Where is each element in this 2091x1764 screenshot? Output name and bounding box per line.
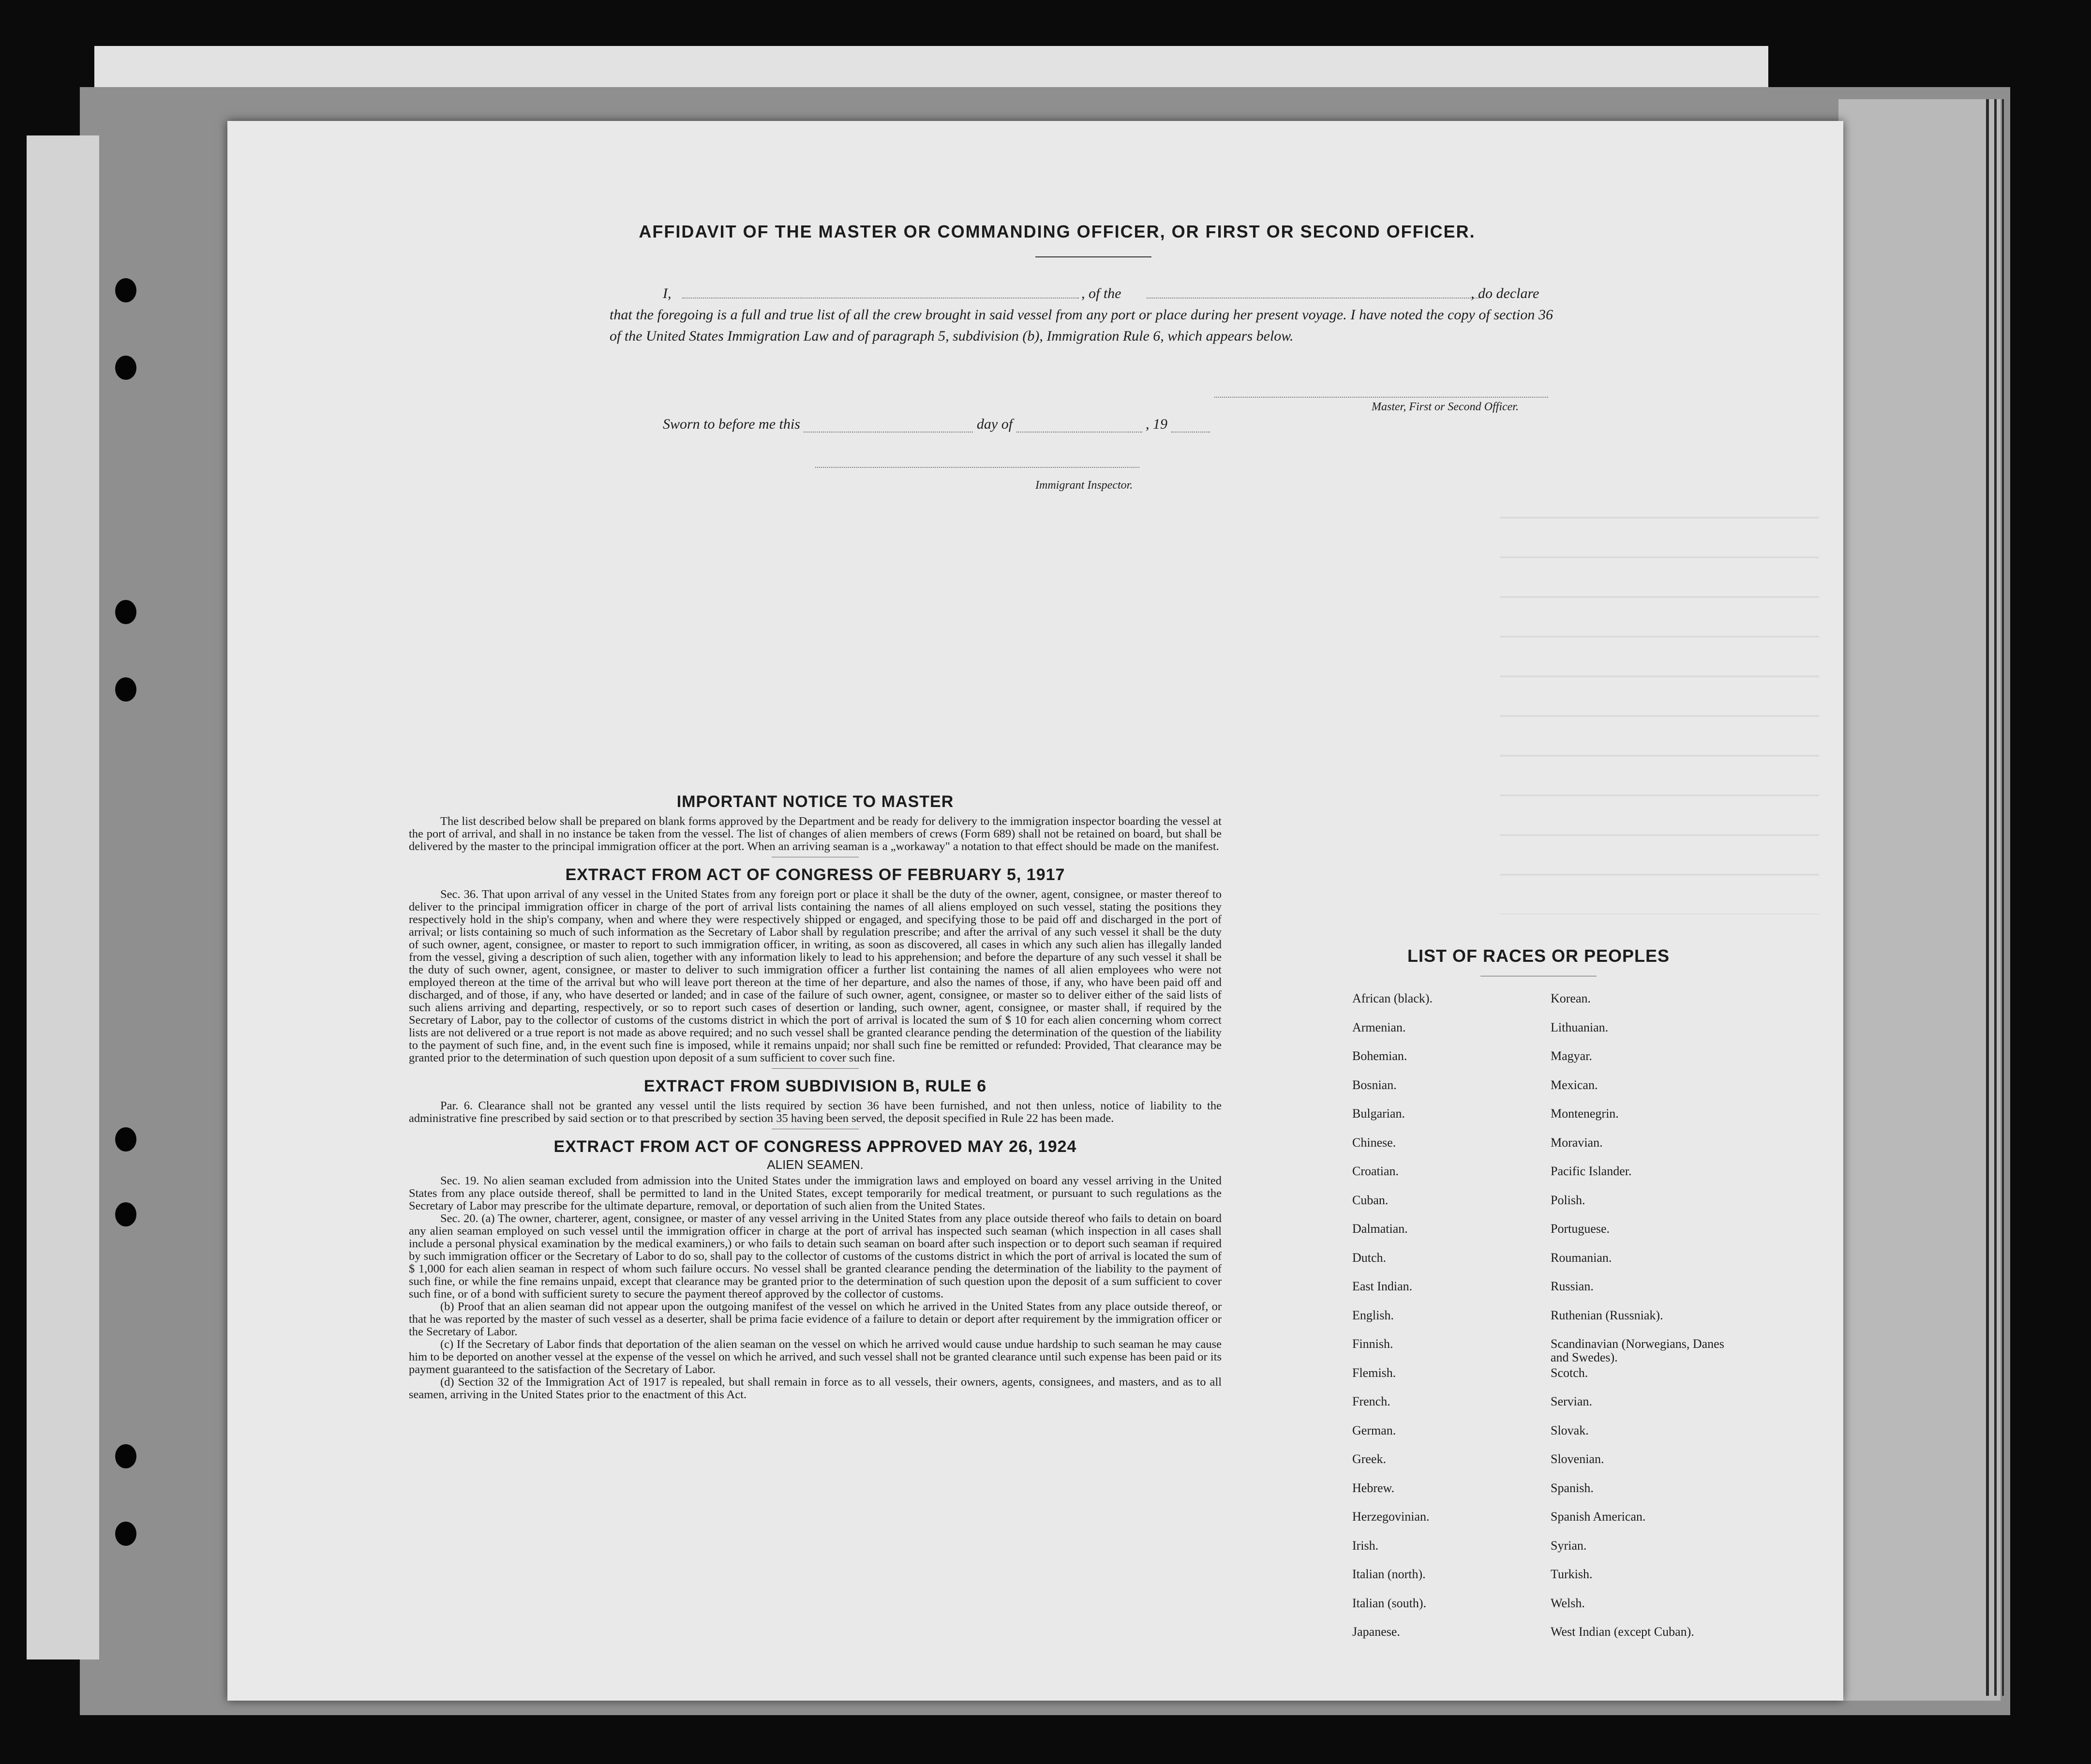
affidavit-body	[610, 283, 1553, 347]
bleed-through-lines	[1500, 479, 1819, 914]
race-item: Spanish American.	[1551, 1510, 1646, 1524]
vessel-field[interactable]	[1147, 283, 1480, 299]
races-left-column	[1352, 992, 1433, 1654]
race-item: Scandinavian (Norwegians, Danes and Swedes).	[1551, 1337, 1724, 1364]
affidavit-statement: that the foregoing is a full and true list of all the crew brought in said vessel from any port or place during her present voyage. I have noted the copy of section 36 of the United States Immigration Law and of paragraph 5, subdivision (b), Immigration Rule 6, which appears below.	[610, 307, 1553, 344]
title-rule	[1035, 256, 1151, 257]
rule-6-title: EXTRACT FROM SUBDIVISION B, RULE 6	[643, 1077, 987, 1095]
inspector-signature-line[interactable]	[815, 467, 1139, 468]
act-1924-sec20b: (b) Proof that an alien seaman did not appear upon the outgoing manifest of the vessel on which he arrived in the United States from any place outside thereof, or that he was reported by the master of such vessel as a deserter, shall be prima facie evidence of a failure to detain or deport after requirement by the immigration officer or the Secretary of Labor.	[409, 1300, 1222, 1338]
race-item: Pacific Islander.	[1551, 1164, 1632, 1178]
race-item: Dutch.	[1352, 1250, 1387, 1265]
binder-hole	[115, 278, 136, 302]
race-item: Dalmatian.	[1352, 1222, 1408, 1236]
race-item: Moravian.	[1551, 1135, 1603, 1150]
binder-hole	[115, 1202, 136, 1226]
race-item: Montenegrin.	[1551, 1106, 1619, 1121]
race-item: Korean.	[1551, 991, 1591, 1005]
race-item: Bosnian.	[1352, 1077, 1397, 1092]
race-item: Chinese.	[1352, 1135, 1396, 1150]
master-signature-line[interactable]	[1214, 397, 1548, 398]
race-item: Armenian.	[1352, 1020, 1406, 1034]
rule-6-text: Par. 6. Clearance shall not be granted any vessel until the lists required by section 36 have been furnished, and not then unless, notice of liability to the administrative fine prescribed by said section or to that prescribed by section 35 having been served, the deposit specified in Rule 22 has been made.	[409, 1099, 1222, 1125]
race-item: Spanish.	[1551, 1480, 1594, 1495]
race-item: French.	[1352, 1394, 1390, 1408]
race-item: Herzegovinian.	[1352, 1510, 1430, 1524]
race-item: Cuban.	[1352, 1193, 1389, 1207]
act-1924-sec20a: Sec. 20. (a) The owner, charterer, agent, consignee, or master of any vessel arriving in the United States from any place outside thereof who fails to detain on board any alien seaman employed on such vessel until the immigration officer in charge at the port of arrival has inspected such seaman (which inspection in all cases shall include a personal physical examination by the medical examiners,) or who fails to detain such seaman on board after such inspection or to deport such seaman if required by such immigration officer or the Secretary of Labor to do so, shall pay to the collector of customs of the customs district in which the port of arrival is located the sum of $ 1,000 for each alien seaman in respect of whom such failure occurs. No vessel shall be granted clearance pending the determination of the liability to the payment of such fine, or while the fine remains unpaid, except that clearance may be granted prior to the determination of such question upon the deposit of a sum sufficient to cover such fine, or of a bond with sufficient surety to secure the payment thereof approved by the collector of customs.	[409, 1212, 1222, 1301]
inspector-caption: Immigrant Inspector.	[1035, 479, 1133, 492]
sworn-label: Sworn to before me this	[663, 416, 800, 432]
act-1924-sec20c: (c) If the Secretary of Labor finds that deportation of the alien seaman on the vessel on which he arrived would cause undue hardship to such seaman he may cause him to be deported on another vessel at the expense of the vessel on which he arrived, and such vessel shall not be granted clearance until such expense has been paid or its payment guaranteed to the satisfaction of the Secretary of Labor.	[409, 1338, 1222, 1376]
race-item: Bohemian.	[1352, 1049, 1407, 1063]
race-item: Finnish.	[1352, 1337, 1393, 1351]
stack-edge	[1986, 99, 1989, 1696]
act-1924-title: EXTRACT FROM ACT OF CONGRESS APPROVED MAY 26, 1924	[553, 1137, 1077, 1156]
race-item: Flemish.	[1352, 1365, 1396, 1380]
races-right-column	[1551, 992, 1734, 1654]
race-item: Slovenian.	[1551, 1452, 1604, 1466]
sworn-month-field[interactable]	[1016, 417, 1142, 433]
race-item: German.	[1352, 1423, 1396, 1437]
race-item: East Indian.	[1352, 1279, 1413, 1293]
races-title: LIST OF RACES OR PEOPLES	[1407, 946, 1670, 966]
act-1924-subtitle: ALIEN SEAMEN.	[767, 1157, 864, 1172]
race-item: Slovak.	[1551, 1423, 1589, 1437]
notice-text: The list described below shall be prepared on blank forms approved by the Department and be ready for delivery to the immigration inspector boarding the vessel at the port of arrival, and shall in no instance be taken from the vessel. The list of changes of alien members of crews (Form 689) shall not be retained on board, but shall be delivered by the master to the principal immigration officer at the port. When an arriving seaman is a „workaway" a notation to that effect should be made on the manifest.	[409, 815, 1222, 853]
sworn-line	[663, 416, 1210, 433]
left-sheet	[27, 135, 99, 1659]
race-item: West Indian (except Cuban).	[1551, 1625, 1694, 1639]
race-item: Mexican.	[1551, 1077, 1598, 1092]
race-item: Syrian.	[1551, 1538, 1587, 1553]
stack-edge	[1994, 99, 1997, 1696]
act-1924-sec19: Sec. 19. No alien seaman excluded from admission into the United States under the immigration laws and employed on board any vessel arriving in the United States from any place outside thereof, shall be permitted to land in the United States, except temporarily for medical treatment, or pursuant to such regulations as the Secretary of Labor may prescribe for the ultimate departure, removal, or deportation of such alien from the United States.	[409, 1174, 1222, 1212]
race-item: Lithuanian.	[1551, 1020, 1609, 1034]
race-item: Italian (north).	[1352, 1567, 1426, 1581]
sworn-year-field[interactable]	[1171, 417, 1210, 433]
year-label: , 19	[1146, 416, 1168, 432]
binder-hole	[115, 600, 136, 624]
race-item: Turkish.	[1551, 1567, 1593, 1581]
notice-title: IMPORTANT NOTICE TO MASTER	[676, 792, 954, 811]
race-item: Polish.	[1551, 1193, 1585, 1207]
section-rule	[772, 1068, 859, 1069]
master-caption: Master, First or Second Officer.	[1372, 401, 1519, 413]
of-the-label: , of the	[1081, 285, 1121, 301]
sworn-date-field[interactable]	[804, 417, 973, 433]
race-item: African (black).	[1352, 991, 1433, 1005]
race-item: Hebrew.	[1352, 1480, 1395, 1495]
binder-hole	[115, 1127, 136, 1151]
affidavit-title: AFFIDAVIT OF THE MASTER OR COMMANDING OFFICER, OR FIRST OR SECOND OFFICER.	[639, 222, 1476, 241]
race-item: Portuguese.	[1551, 1222, 1610, 1236]
binder-hole	[115, 356, 136, 380]
declare-label: , do declare	[1471, 285, 1539, 301]
pronoun-label: I,	[663, 285, 672, 301]
binder-hole	[115, 1444, 136, 1468]
race-item: Welsh.	[1551, 1596, 1585, 1610]
race-item: Bulgarian.	[1352, 1106, 1405, 1121]
race-item: Scotch.	[1551, 1365, 1588, 1380]
race-item: English.	[1352, 1308, 1394, 1322]
race-item: Ruthenian (Russniak).	[1551, 1308, 1663, 1322]
race-item: Japanese.	[1352, 1625, 1400, 1639]
name-field[interactable]	[682, 283, 1079, 299]
stack-edge	[2002, 99, 2004, 1696]
legal-notices	[409, 791, 1222, 1401]
act-1924-sec20d: (d) Section 32 of the Immigration Act of 1917 is repealed, but shall remain in force as to all vessels, their owners, agents, consignees, and masters, and as to all seamen, arriving in the United States prior to the enactment of this Act.	[409, 1375, 1222, 1401]
right-page-stack	[1838, 99, 2001, 1701]
binder-hole	[115, 677, 136, 702]
binder-hole	[115, 1522, 136, 1546]
race-item: Russian.	[1551, 1279, 1594, 1293]
declaration-line	[610, 283, 1553, 304]
race-item: Magyar.	[1551, 1049, 1592, 1063]
race-item: Irish.	[1352, 1538, 1379, 1553]
day-of-label: day of	[976, 416, 1013, 432]
act-1917-title: EXTRACT FROM ACT OF CONGRESS OF FEBRUARY 5, 1917	[565, 866, 1065, 884]
race-item: Croatian.	[1352, 1164, 1399, 1178]
act-1917-text: Sec. 36. That upon arrival of any vessel in the United States from any foreign port or place it shall be the duty of the owner, agent, consignee, or master thereof to deliver to the principal immigration officer in charge of the port of arrival lists containing the names of all aliens employed on such vessel, stating the positions they respectively hold in the ship's company, when and where they were respectively shipped or engaged, and specifying those to be paid off and discharged in the port of arrival; or lists containing so much of such information as the Secretary of Labor shall by regulation prescribe; and after the arrival of any such vessel it shall be the duty of such owner, agent, consignee, or master to report to such immigration officer, in writing, as soon as discovered, all cases in which any such alien has illegally landed from the vessel, giving a description of such alien, together with any information likely to lead to his apprehension; and before the departure of any such vessel it shall be the duty of such owner, agent, consignee, or master to deliver to such immigration officer a further list containing the names of all alien employees who were not employed thereon at the time of the arrival but who will leave port thereon at the time of her departure, and also the names of those, if any, who have been paid off and discharged, and of those, if any, who have deserted or landed; and in case of the failure of such owner, agent, consignee, or master so to deliver either of the said lists of such aliens arriving and departing, respectively, or so to report such cases of desertion or landing, such owner, agent, consignee, or master shall, if required by the Secretary of Labor, pay to the collector of customs of the customs district in which the port of arrival is located the sum of $ 10 for each alien concerning whom correct lists are not delivered or a true report is not made as above required; and no such vessel shall be granted clearance pending the determination of the question of the liability to the payment of such fine, and, in the event such fine is imposed, while it remains unpaid; nor shall such fine be remitted or refunded: Provided, That clearance may be granted prior to the determination of such question upon deposit of a sum sufficient to cover such fine.	[409, 888, 1222, 1064]
race-item: Roumanian.	[1551, 1250, 1612, 1265]
race-item: Servian.	[1551, 1394, 1592, 1408]
race-item: Greek.	[1352, 1452, 1387, 1466]
race-item: Italian (south).	[1352, 1596, 1427, 1610]
